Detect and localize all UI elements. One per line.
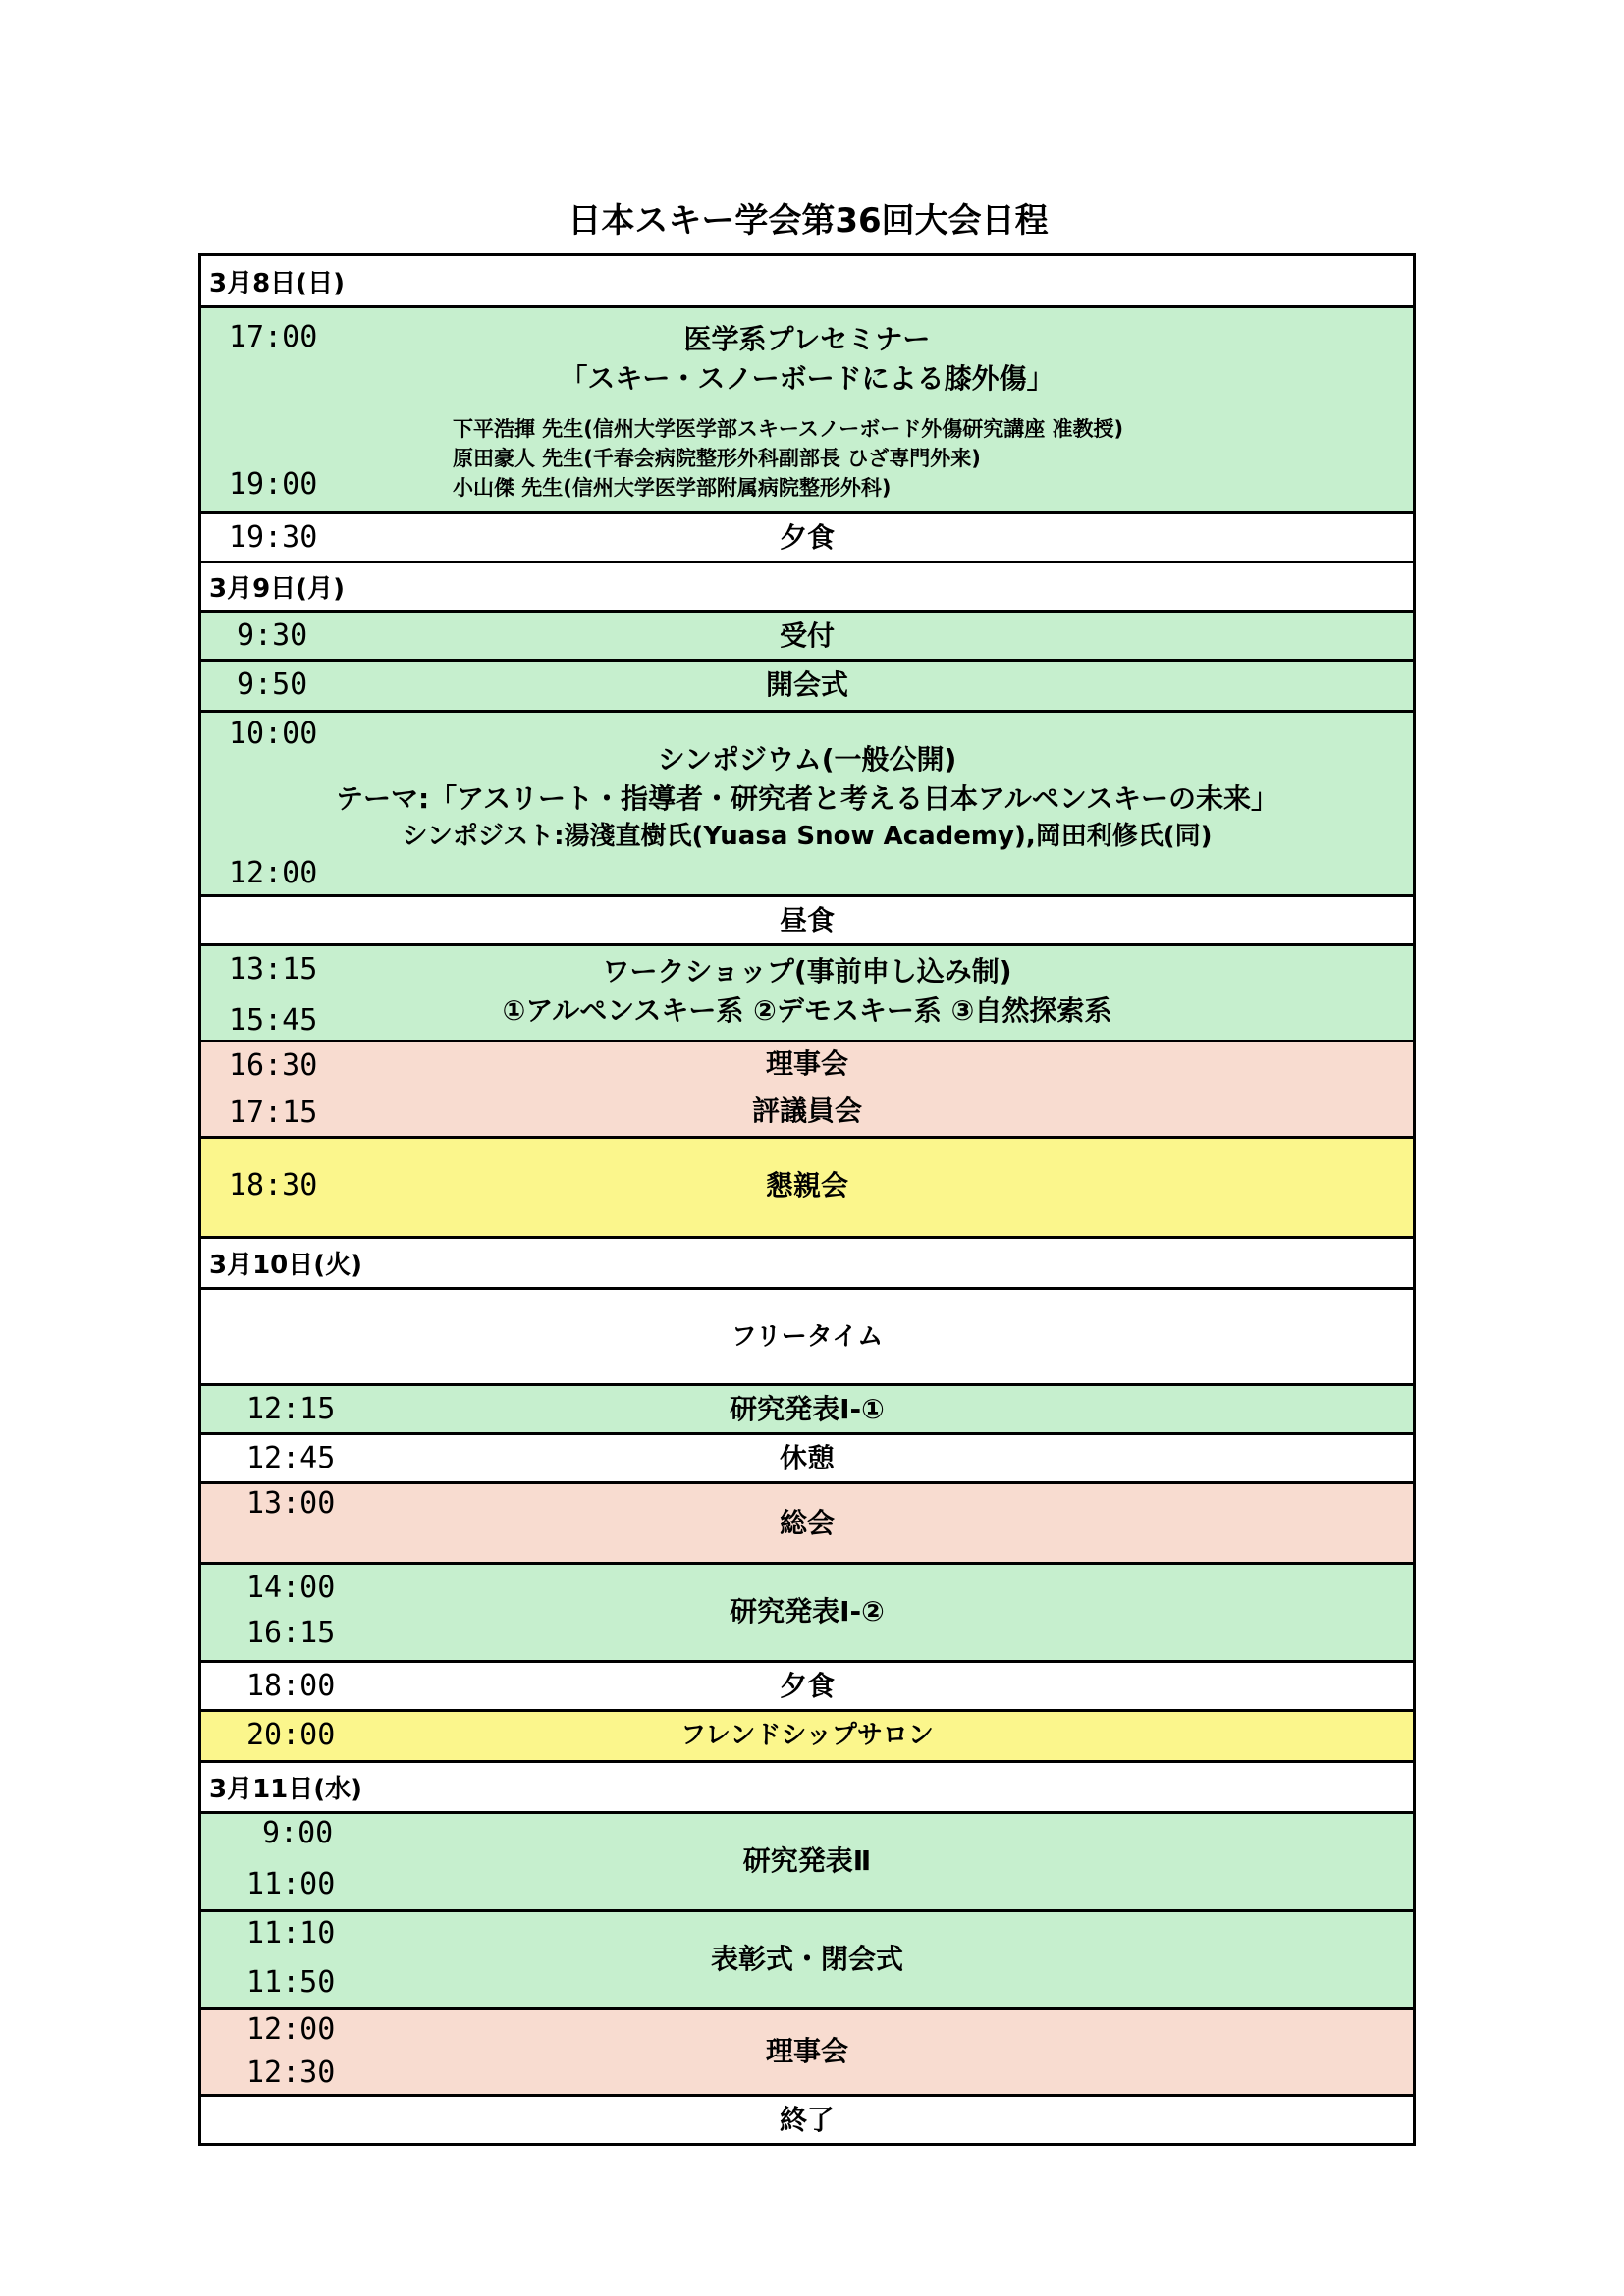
workshop-options: ①アルペンスキー系 ②デモスキー系 ③自然探索系 [502,994,1112,1027]
time-start: 12:00 [246,2012,336,2047]
session-label: 休憩 [779,1442,835,1474]
time-start: 10:00 [229,717,318,751]
session-label: 理事会 [765,1047,848,1080]
symposium-theme: テーマ:「アスリート・指導者・研究者と考える日本アルペンスキーの未来」 [335,782,1279,815]
time-end: 11:00 [246,1867,336,1901]
day-header-mar8 [201,256,1413,305]
time: 16:30 [229,1048,318,1083]
time: 20:00 [246,1718,336,1752]
time-start: 13:15 [229,952,318,987]
time-end: 19:00 [229,467,318,502]
time-end: 11:50 [246,1965,336,2000]
session-label: 理事会 [765,2035,848,2067]
session-research-1b [201,1562,1413,1660]
session-label: 表彰式・閉会式 [710,1943,903,1975]
session-research-1a [201,1383,1413,1432]
time-start: 9:00 [262,1816,334,1850]
schedule-table [198,253,1416,2146]
session-lunch [201,894,1413,943]
session-reception [201,610,1413,659]
page-title: 日本スキー学会第36回大会日程 [568,201,1049,240]
session-label: 総会 [779,1507,835,1539]
session-dinner [201,1660,1413,1709]
time: 9:30 [237,618,308,653]
session-end [201,2094,1413,2143]
time: 19:30 [229,520,318,555]
session-label: フレンドシップサロン [680,1721,934,1750]
time: 17:15 [229,1095,318,1130]
session-label: 開会式 [765,668,848,701]
session-board [201,2007,1413,2094]
session-label: 夕食 [779,521,835,554]
day-label: 3月11日(水) [209,1775,363,1804]
session-label: 昼食 [779,904,835,936]
day-label: 3月9日(月) [209,574,345,604]
time: 9:50 [237,667,308,702]
day-header-mar10 [201,1236,1413,1287]
session-closing [201,1909,1413,2007]
day-label: 3月8日(日) [209,268,345,298]
day-label: 3月10日(火) [209,1251,363,1280]
time: 13:00 [246,1486,336,1521]
session-title: ワークショップ(事前申し込み制) [602,955,1012,988]
time-start: 17:00 [229,320,318,354]
session-label: 評議員会 [751,1095,862,1127]
time-end: 15:45 [229,1003,318,1038]
time-end: 12:30 [246,2056,336,2090]
session-general-meeting [201,1481,1413,1562]
time-end: 16:15 [246,1616,336,1650]
session-label: フリータイム [731,1322,884,1352]
session-label: 夕食 [779,1670,835,1702]
time-start: 11:10 [246,1916,336,1950]
session-title: シンポジウム(一般公開) [657,743,957,775]
time: 18:00 [246,1669,336,1703]
session-friendship-salon [201,1709,1413,1760]
time: 12:15 [246,1392,336,1426]
session-dinner [201,511,1413,561]
session-workshop [201,943,1413,1040]
time: 12:45 [246,1441,336,1475]
time-start: 14:00 [246,1571,336,1605]
session-free-time [201,1287,1413,1383]
session-label: 懇親会 [765,1169,848,1201]
session-title: 医学系プレセミナー [683,323,931,355]
session-party [201,1136,1413,1236]
session-subtitle: 「スキー・スノーボードによる膝外傷」 [560,362,1055,395]
day-header-mar9 [201,561,1413,610]
time: 18:30 [229,1168,318,1202]
speaker: 下平浩揮 先生(信州大学医学部スキースノーボード外傷研究講座 准教授) [453,417,1124,441]
session-label: 研究発表Ⅰ-② [730,1595,885,1628]
time-end: 12:00 [229,856,318,890]
session-label: 受付 [779,619,835,652]
session-label: 研究発表Ⅱ [742,1844,872,1877]
session-opening [201,659,1413,710]
session-research-2 [201,1811,1413,1909]
session-label: 研究発表Ⅰ-① [730,1393,885,1425]
session-label: 終了 [779,2104,835,2136]
session-break [201,1432,1413,1481]
day-header-mar11 [201,1760,1413,1811]
session-symposium [201,710,1413,894]
speaker: 原田豪人 先生(千春会病院整形外科副部長 ひざ専門外来) [453,447,981,470]
speaker: 小山傑 先生(信州大学医学部附属病院整形外科) [453,476,892,500]
symposium-panelists: シンポジスト:湯淺直樹氏(Yuasa Snow Academy),岡田利修氏(同) [402,822,1213,851]
session-board-council [201,1040,1413,1136]
session-medical-seminar [201,305,1413,511]
